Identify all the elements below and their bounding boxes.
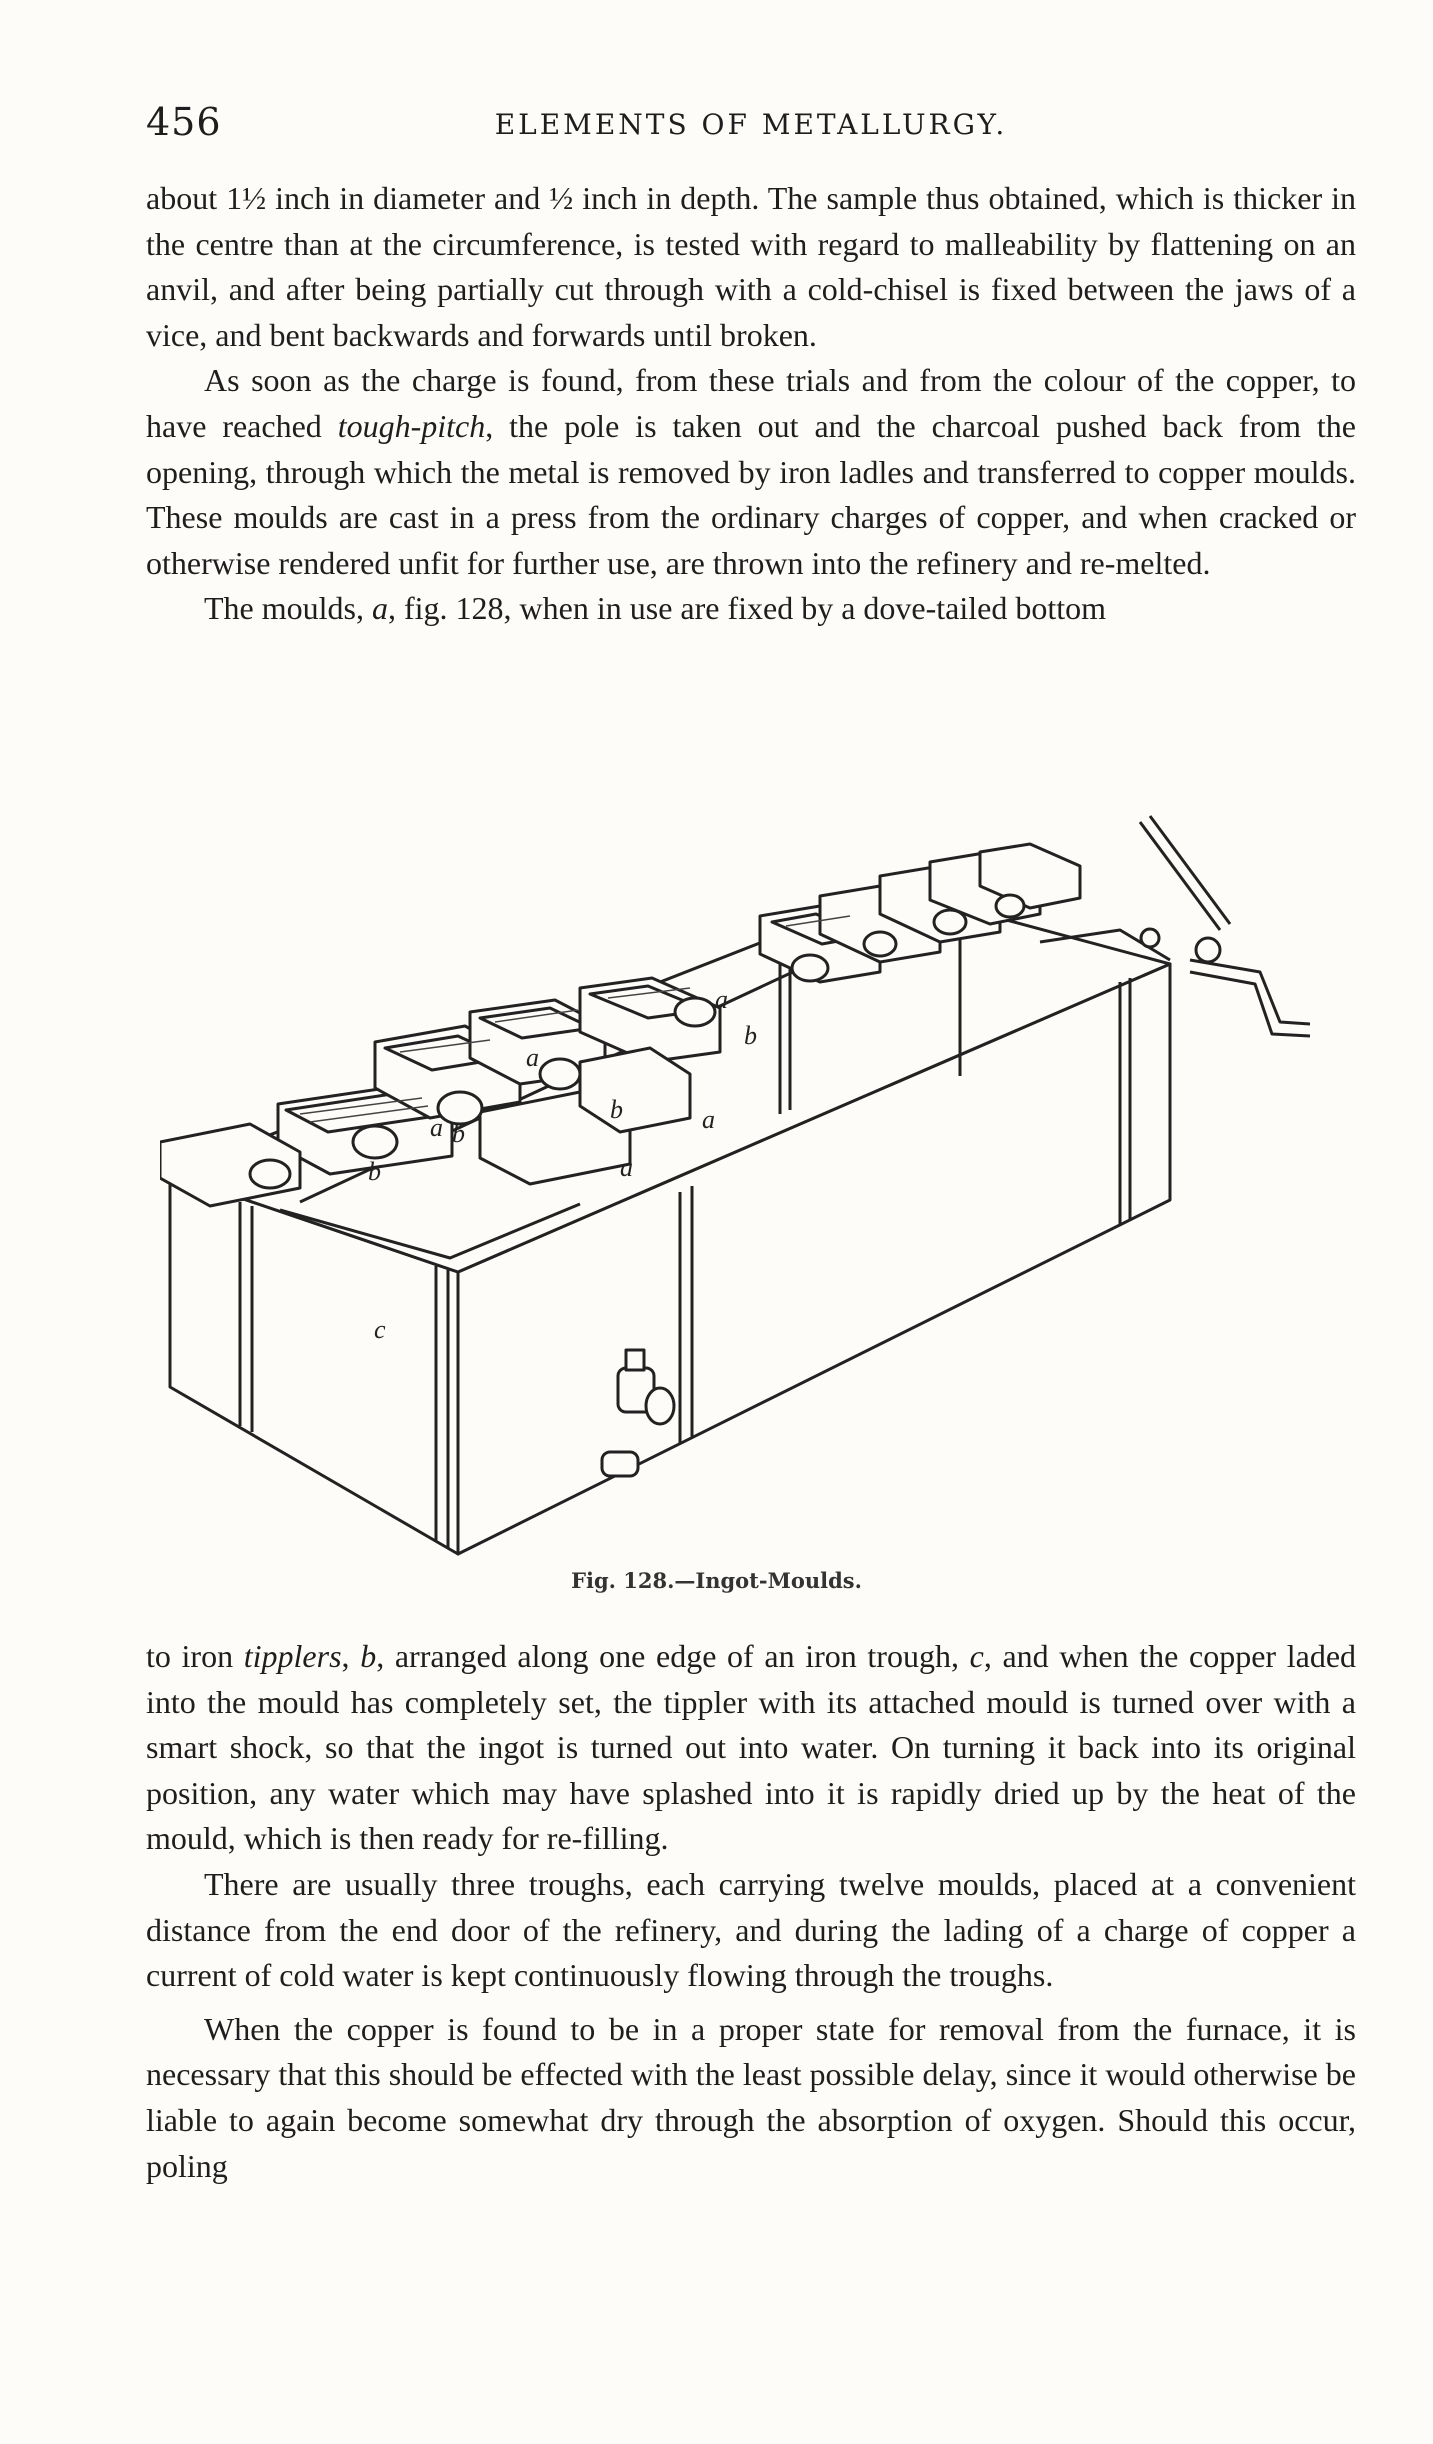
label-a: a <box>702 1105 715 1134</box>
emphasis: b <box>360 1638 377 1674</box>
emphasis: tough-pitch <box>337 407 486 444</box>
text-block-bottom <box>146 1634 1356 2189</box>
label-a: a <box>526 1043 539 1072</box>
paragraph: When the copper is found to be in a proper state for removal from the furnace, it is necessary that this should be effected with the least possible delay, since it would otherwise be liable to again become somewhat dry through the absorption of oxygen. Should this occur, poling <box>146 2010 1356 2184</box>
label-a: a <box>430 1113 443 1142</box>
ingot-moulds-illustration <box>160 812 1330 1564</box>
label-b: b <box>744 1021 757 1050</box>
page-header <box>146 92 1356 152</box>
emphasis: a <box>371 590 388 627</box>
paragraph: There are usually three troughs, each carrying twelve moulds, placed at a convenient distance from the end door of the refinery, and during the lading of a charge of copper a current of cold water is kept continuously flowing through the troughs. <box>146 1865 1356 1994</box>
label-b: b <box>452 1119 465 1148</box>
page-number: 456 <box>146 100 222 144</box>
running-head: ELEMENTS OF METALLURGY. <box>494 108 1008 141</box>
paragraph: to iron tipplers, b, arranged along one edge of an iron trough, c, and when the copper laded into the mould has completely set, the tippler with its attached mould is turned over with a smart shock, so that the ingot is turned out into water. On turning it back into its original position, any water which may have splashed into it is rapidly dried up by the heat of the mould, which is then ready for re-filling. <box>146 1638 1357 1857</box>
label-a: a <box>620 1153 633 1182</box>
paragraph: The moulds, a, fig. 128, when in use are fixed by a dove-tailed bottom <box>204 590 1107 627</box>
emphasis: tipplers <box>243 1638 342 1674</box>
emphasis: c <box>969 1638 984 1674</box>
figure-caption: Fig. 128.—Ingot-Moulds. <box>571 1568 862 1593</box>
text-block-top <box>146 176 1356 632</box>
label-b: b <box>610 1095 623 1124</box>
label-b: b <box>368 1157 381 1186</box>
label-a: a <box>715 985 728 1014</box>
paragraph: about 1½ inch in diameter and ½ inch in depth. The sample thus obtained, which is thicker in the centre than at the circumference, is tested with regard to malleability by flattening on an anvil, and after being partially cut through with a cold-chisel is fixed between the jaws of a vice, and bent backwards and forwards until broken. <box>146 180 1356 353</box>
label-c: c <box>374 1315 386 1344</box>
paragraph: As soon as the charge is found, from these trials and from the colour of the copper, to have reached tough-pitch, the pole is taken out and the charcoal pushed back from the opening, through which the metal is removed by iron ladles and transferred to copper moulds. These moulds are cast in a press from the ordinary charges of copper, and when cracked or otherwise rendered unfit for further use, are thrown into the refinery and re-melted. <box>146 362 1357 581</box>
figure-ingot-moulds <box>160 812 1330 1564</box>
